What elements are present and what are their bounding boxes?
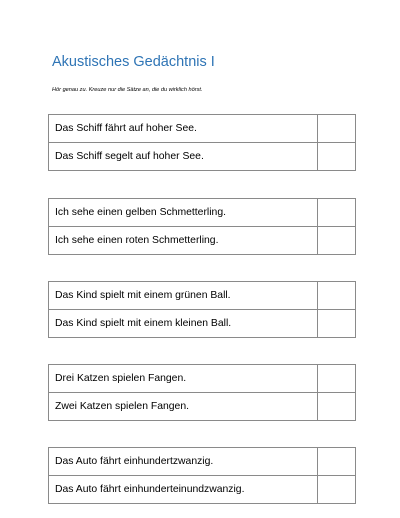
answer-checkbox[interactable] — [318, 199, 356, 227]
table-row — [49, 115, 356, 143]
answer-checkbox[interactable] — [318, 282, 356, 310]
sentence-group-3 — [48, 281, 356, 338]
answer-checkbox[interactable] — [318, 143, 356, 171]
sentence-text: Das Auto fährt einhundertzwanzig. — [49, 448, 318, 476]
table-row — [49, 310, 356, 338]
sentence-group-4 — [48, 364, 356, 421]
sentence-group-1 — [48, 114, 356, 171]
table-row — [49, 448, 356, 476]
answer-checkbox[interactable] — [318, 448, 356, 476]
table-row — [49, 476, 356, 504]
sentence-text: Das Schiff segelt auf hoher See. — [49, 143, 318, 171]
sentence-group-2 — [48, 198, 356, 255]
answer-checkbox[interactable] — [318, 115, 356, 143]
instruction-text: Hör genau zu. Kreuze nur die Sätze an, die du wirklich hörst. — [52, 87, 203, 93]
answer-checkbox[interactable] — [318, 227, 356, 255]
sentence-text: Ich sehe einen gelben Schmetterling. — [49, 199, 318, 227]
answer-checkbox[interactable] — [318, 476, 356, 504]
sentence-text: Das Schiff fährt auf hoher See. — [49, 115, 318, 143]
answer-checkbox[interactable] — [318, 365, 356, 393]
sentence-text: Zwei Katzen spielen Fangen. — [49, 393, 318, 421]
table-row — [49, 199, 356, 227]
sentence-group-5 — [48, 447, 356, 504]
table-row — [49, 282, 356, 310]
table-row — [49, 365, 356, 393]
sentence-text: Das Auto fährt einhunderteinundzwanzig. — [49, 476, 318, 504]
sentence-text: Das Kind spielt mit einem kleinen Ball. — [49, 310, 318, 338]
page-title: Akustisches Gedächtnis I — [52, 54, 215, 70]
table-row — [49, 393, 356, 421]
table-row — [49, 227, 356, 255]
sentence-text: Ich sehe einen roten Schmetterling. — [49, 227, 318, 255]
table-row — [49, 143, 356, 171]
answer-checkbox[interactable] — [318, 310, 356, 338]
sentence-text: Das Kind spielt mit einem grünen Ball. — [49, 282, 318, 310]
answer-checkbox[interactable] — [318, 393, 356, 421]
sentence-text: Drei Katzen spielen Fangen. — [49, 365, 318, 393]
